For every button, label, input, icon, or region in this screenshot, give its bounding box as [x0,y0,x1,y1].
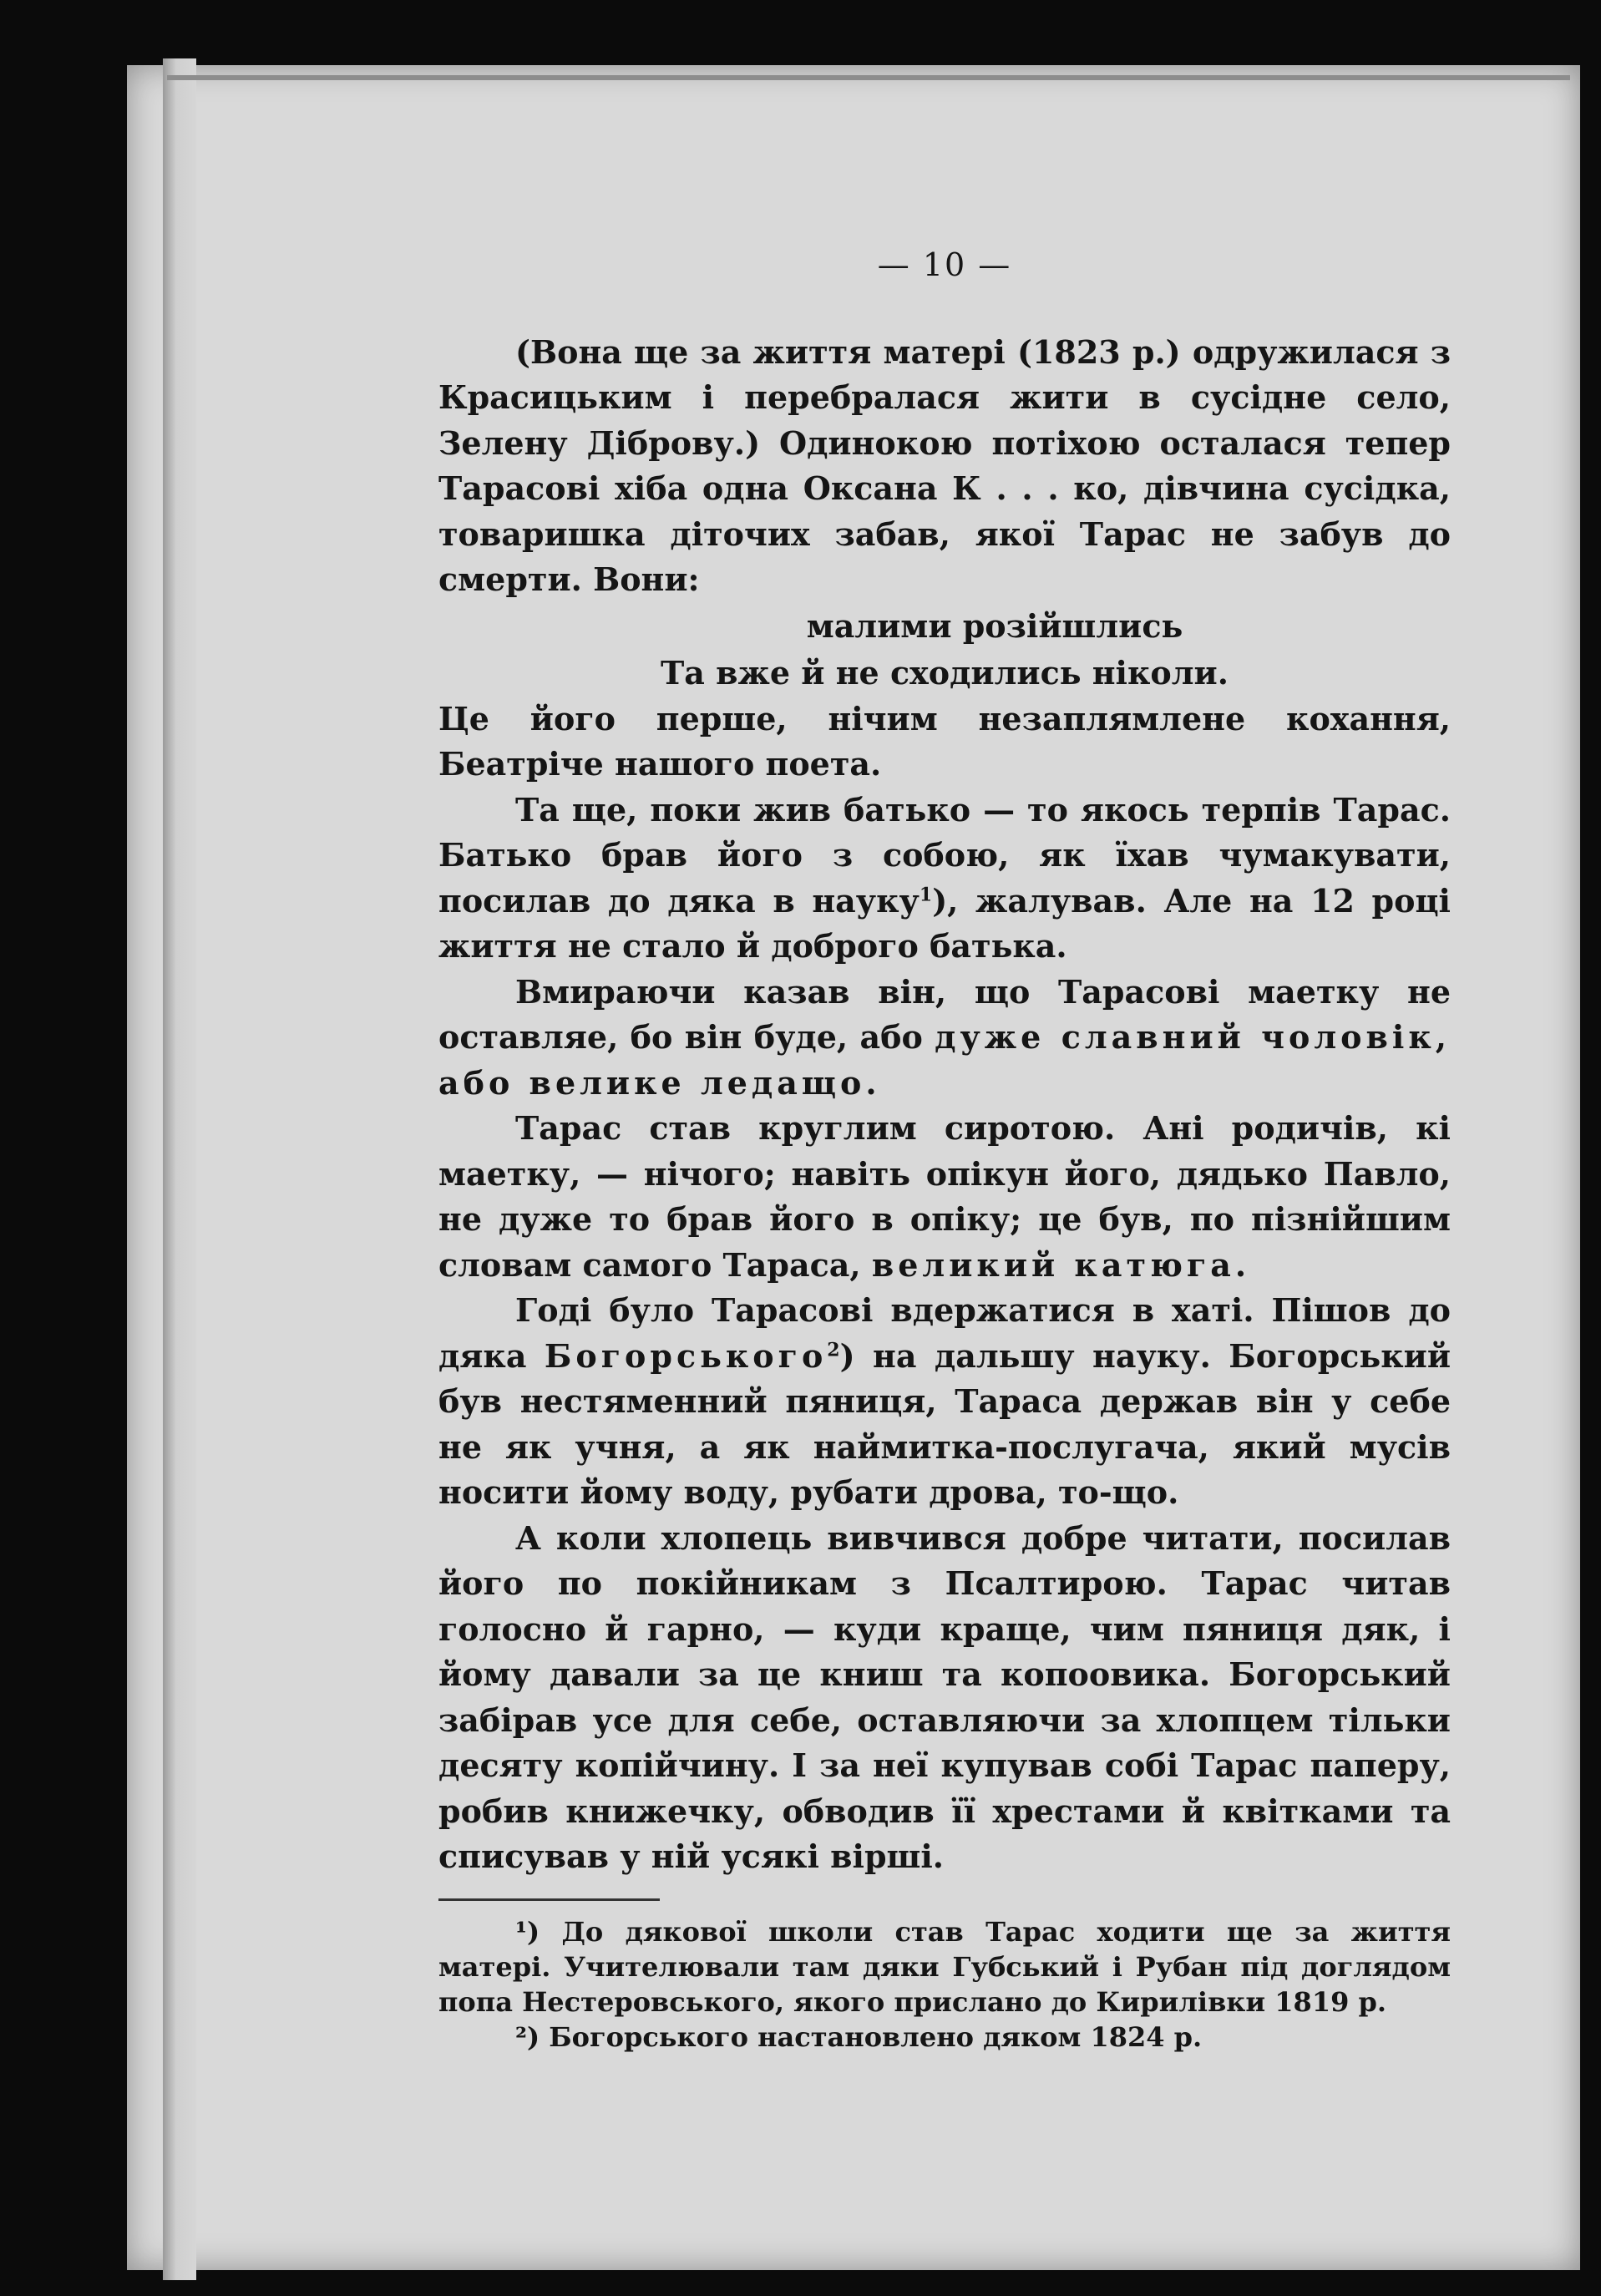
footnote-1: ¹) До дякової школи став Тарас ходити ще за життя матері. Учителювали там дяки Губський і Рубан під доглядом попа Нестеровського, якого прислано до Кирилівки 1819 р. [438,1915,1451,2018]
verse-quote [438,603,1451,697]
paragraph-5-text: Тарас став круглим сиротою. Ані родичів, кі маетку, — нічого; навіть опікун його, дядько Павло, не дуже то брав його в опіку; це був, по пізнійшим словам самого Тараса, [438,1109,1451,1284]
page-binding-edge [163,58,196,2280]
verse-line-1: малими розійшлись [806,606,1183,645]
paragraph-4-text: Вмираючи казав він, що Тарасові маетку не оставляе, бо він буде, або [438,972,1451,1056]
footnote-2: ²) Богорського настановлено дяком 1824 р. [515,2020,1203,2053]
footnotes [438,1914,1451,2055]
footnote-ref-2: 2 [827,1338,840,1361]
paragraph-6 [438,1288,1451,1516]
paragraph-5-emphasis: великий катюга. [871,1245,1251,1284]
paragraph-6-text-b: ) на дальшу науку. Богорський був нестяменний пяниця, Тараса держав він у себе не як учня, а як наймитка-послугача, який мусів носити йому воду, рубати дрова, то-що. [438,1336,1452,1511]
paragraph-6-emphasis: Богорського [544,1336,828,1375]
paragraph-7: А коли хлопець вивчився добре читати, посилав його по покійникам з Псалтирою. Тарас читав голосно й гарно, — куди краще, чим пяниця дяк, і йому давали за це книш та копоовика. Богорський забірав усе для себе, оставляючи за хлопцем тільки десяту копійчину. І за неї купував собі Тарас паперу, робив книжечку, обводив її хрестами й квітками та списував у ній усякі вірші. [438,1518,1451,1875]
paragraph-3-text-a: Та ще, поки жив батько — то якось терпів Тарас. Батько брав його з собою, як їхав чумакувати, посилав до дяка в науку [438,790,1451,920]
paragraph-4 [438,970,1451,1107]
paragraph-3-text-b: ), жалував. Але на 12 році життя не стало й доброго батька. [438,881,1451,965]
paragraph-6-text-a: Годі було Тарасові вдержатися в хаті. Пішов до дяка [438,1291,1451,1375]
page-number: — 10 — [877,246,1012,283]
paragraph-5 [438,1106,1451,1288]
verse-line-2: Та вже й не сходились ніколи. [661,653,1229,692]
footnote-ref-1: 1 [919,883,933,905]
page-top-edge [167,75,1570,80]
page-text [438,242,1451,2055]
paragraph-4-emphasis: дуже славний чоловік, або велике ледащо. [438,1018,1451,1102]
footnote-divider [438,1898,660,1901]
paragraph-2: Це його перше, нічим незаплямлене кохання, Беатріче нашого поета. [438,699,1451,783]
paragraph-3 [438,788,1451,970]
paragraph-1: (Вона ще за життя матері (1823 р.) одружилася з Красицьким і перебралася жити в сусідне село, Зелену Діброву.) Одинокою потіхою осталася тепер Тарасові хіба одна Оксана К . . . ко, дівчина сусідка, товаришка діточих забав, якої Тарас не забув до смерти. Вони: [438,332,1451,598]
